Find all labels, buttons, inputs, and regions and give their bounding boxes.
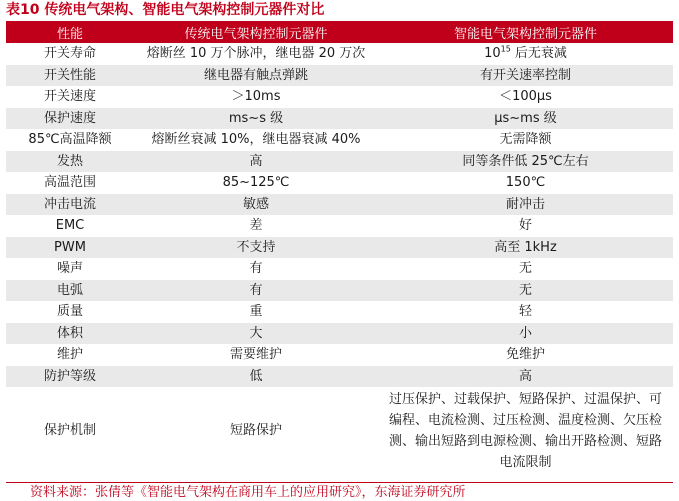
- table-row: [6, 280, 673, 302]
- row-label: 开关速度: [6, 86, 134, 108]
- row-label: 开关寿命: [6, 43, 134, 65]
- table-row: [6, 194, 673, 216]
- column-header: 智能电气架构控制元器件: [378, 21, 673, 43]
- table-row: [6, 344, 673, 366]
- traditional-cell: 低: [134, 366, 378, 388]
- smart-cell: 过压保护、过载保护、短路保护、过温保护、可编程、电流检测、过压检测、温度检测、欠压检测、输出短路到电源检测、输出开路检测、短路电流限制: [378, 387, 673, 475]
- traditional-cell: 有: [134, 280, 378, 302]
- row-label: 维护: [6, 344, 134, 366]
- traditional-cell: 短路保护: [134, 387, 378, 475]
- traditional-cell: 继电器有触点弹跳: [134, 65, 378, 87]
- source-note: 资料来源：张倩等《智能电气架构在商用车上的应用研究》，东海证券研究所: [30, 485, 466, 500]
- smart-cell: μs~ms 级: [378, 108, 673, 130]
- row-label: PWM: [6, 237, 134, 259]
- row-label: 噪声: [6, 258, 134, 280]
- column-header: 传统电气架构控制元器件: [134, 21, 378, 43]
- traditional-cell: 熔断丝 10 万个脉冲，继电器 20 万次: [134, 43, 378, 65]
- traditional-cell: 需要维护: [134, 344, 378, 366]
- life-exponent: 15: [500, 44, 511, 54]
- traditional-cell: 不支持: [134, 237, 378, 259]
- smart-cell: 高: [378, 366, 673, 388]
- table-row: [6, 301, 673, 323]
- table-row: [6, 129, 673, 151]
- traditional-cell: 有: [134, 258, 378, 280]
- smart-cell: 高至 1kHz: [378, 237, 673, 259]
- table-bottom-rule: [6, 482, 673, 483]
- row-label: 保护速度: [6, 108, 134, 130]
- table-row: [6, 215, 673, 237]
- traditional-cell: 85~125℃: [134, 172, 378, 194]
- table-header-row: [6, 21, 673, 43]
- table-row: [6, 151, 673, 173]
- smart-cell: 无: [378, 280, 673, 302]
- traditional-cell: ＞10ms: [134, 86, 378, 108]
- smart-cell: 150℃: [378, 172, 673, 194]
- comparison-table-container: [6, 21, 673, 475]
- table-row: [6, 172, 673, 194]
- traditional-cell: 熔断丝衰减 10%，继电器衰减 40%: [134, 129, 378, 151]
- row-label: 高温范围: [6, 172, 134, 194]
- row-label: 开关性能: [6, 65, 134, 87]
- row-label: 85℃高温降额: [6, 129, 134, 151]
- smart-cell: 好: [378, 215, 673, 237]
- table-row: [6, 108, 673, 130]
- row-label: 电弧: [6, 280, 134, 302]
- traditional-cell: 重: [134, 301, 378, 323]
- comparison-table: [6, 21, 673, 475]
- table-row: [6, 65, 673, 87]
- row-label: 保护机制: [6, 387, 134, 475]
- smart-cell: ＜100μs: [378, 86, 673, 108]
- row-label: 发热: [6, 151, 134, 173]
- row-label: EMC: [6, 215, 134, 237]
- row-label: 质量: [6, 301, 134, 323]
- smart-cell: 小: [378, 323, 673, 345]
- table-row: [6, 387, 673, 475]
- life-base: 10: [484, 46, 501, 61]
- smart-cell: 免维护: [378, 344, 673, 366]
- table-title: 表10 传统电气架构、智能电气架构控制元器件对比: [6, 2, 325, 18]
- life-suffix: 后无衰减: [510, 46, 567, 61]
- smart-cell: 有开关速率控制: [378, 65, 673, 87]
- traditional-cell: 高: [134, 151, 378, 173]
- traditional-cell: 敏感: [134, 194, 378, 216]
- table-row: [6, 86, 673, 108]
- traditional-cell: 大: [134, 323, 378, 345]
- table-row: [6, 43, 673, 65]
- smart-cell: 轻: [378, 301, 673, 323]
- table-row: [6, 366, 673, 388]
- smart-cell: 同等条件低 25℃左右: [378, 151, 673, 173]
- traditional-cell: ms~s 级: [134, 108, 378, 130]
- table-row: [6, 258, 673, 280]
- table-row: [6, 237, 673, 259]
- row-label: 防护等级: [6, 366, 134, 388]
- table-row: [6, 323, 673, 345]
- smart-cell: 无需降额: [378, 129, 673, 151]
- row-label: 体积: [6, 323, 134, 345]
- smart-cell: [378, 43, 673, 65]
- traditional-cell: 差: [134, 215, 378, 237]
- row-label: 冲击电流: [6, 194, 134, 216]
- smart-cell: 无: [378, 258, 673, 280]
- column-header: 性能: [6, 21, 134, 43]
- smart-cell: 耐冲击: [378, 194, 673, 216]
